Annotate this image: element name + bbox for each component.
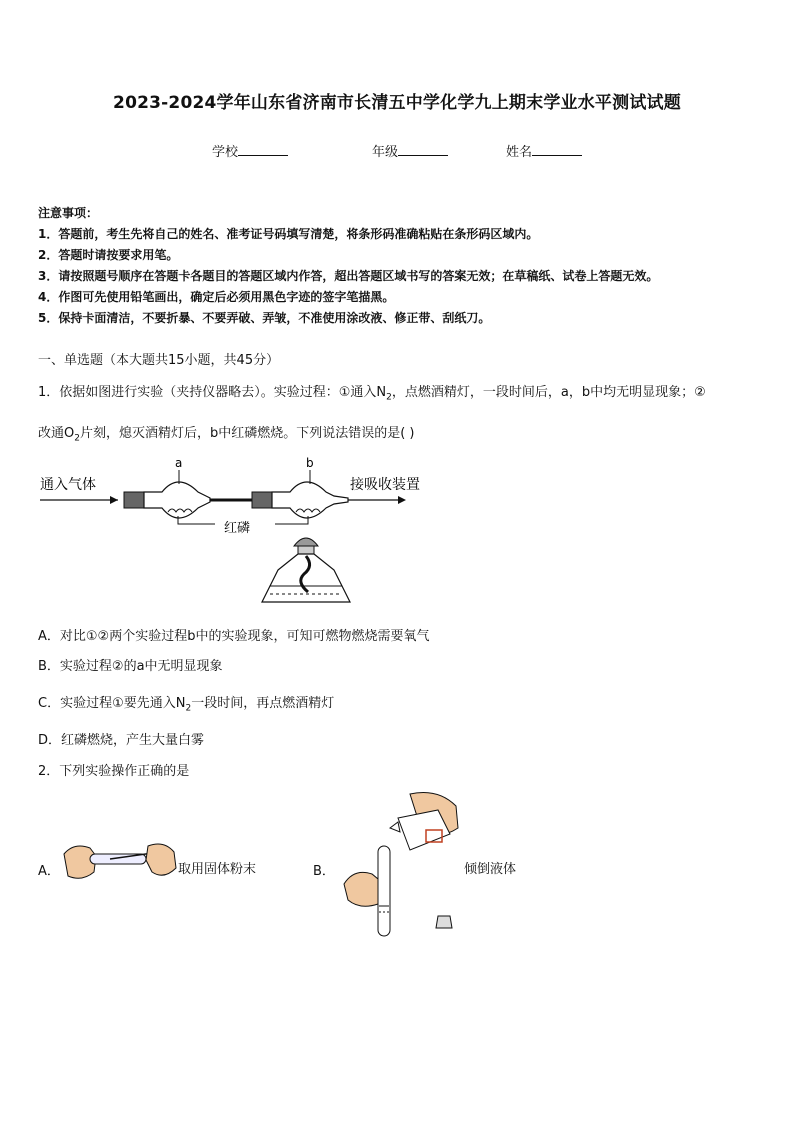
note-item: 5．保持卡面清洁，不要折暴、不要弄破、弄皱，不准使用涂改液、修正带、刮纸刀。 (38, 311, 491, 325)
q2-option-b-caption: 倾倒液体 (464, 862, 517, 877)
name-label: 姓名 (506, 145, 533, 160)
note-item: 1．答题前，考生先将自己的姓名、准考证号码填写清楚，将条形码准确粘贴在条形码区域内。 (38, 227, 539, 241)
right-hand (146, 844, 176, 875)
stopper-b (252, 492, 272, 508)
question-1-line-1: 1．依据如图进行实验（夹持仪器略去）。实验过程：①通入$N_2$，点燃酒精灯，一段时间后，a，b中均无明显现象；② (38, 385, 706, 403)
note-item: 4．作图可先使用铅笔画出，确定后必须用黑色字迹的签字笔描黑。 (38, 290, 395, 304)
note-item: 3．请按照题号顺序在答题卡各题目的答题区域内作答，超出答题区域书写的答案无效；在草稿纸、试卷上答题无效。 (38, 269, 659, 283)
red-phosphorus-a (168, 509, 192, 512)
question-1-line-2: 改通$O_2$片刻，熄灭酒精灯后，b中红磷燃烧。下列说法错误的是( ) (38, 426, 415, 444)
alcohol-lamp (262, 554, 350, 602)
combustion-apparatus-figure (30, 452, 450, 612)
gas-in-label: 通入气体 (40, 477, 96, 493)
red-phosphorus-b (296, 509, 320, 512)
pour-liquid-figure (338, 788, 468, 938)
lamp-cap (294, 538, 318, 546)
test-tube-b (378, 846, 390, 936)
take-powder-figure (60, 838, 180, 888)
grade-blank (398, 143, 448, 156)
question-2-stem: 2．下列实验操作正确的是 (38, 764, 190, 779)
name-field (506, 141, 582, 160)
bottle-stopper (436, 916, 452, 928)
school-blank (238, 143, 288, 156)
tube-a (144, 482, 210, 518)
notes-heading: 注意事项： (38, 206, 99, 220)
option-c: C．实验过程①要先通入$N_2$一段时间，再点燃酒精灯 (38, 696, 335, 714)
option-d: D．红磷燃烧，产生大量白雾 (38, 733, 205, 748)
label-a: a (175, 456, 183, 470)
grade-label: 年级 (372, 145, 399, 160)
name-blank (532, 143, 582, 156)
tube-b (272, 482, 348, 518)
label-b: b (306, 456, 314, 470)
option-b: B．实验过程②的a中无明显现象 (38, 659, 223, 674)
page-title: 2023-2024学年山东省济南市长清五中学化学九上期末学业水平测试试题 (113, 93, 681, 113)
to-absorber-label: 接吸收装置 (350, 477, 420, 493)
school-label: 学校 (212, 145, 239, 160)
note-item: 2．答题时请按要求用笔。 (38, 248, 179, 262)
section-heading: 一、单选题（本大题共15小题，共45分） (38, 353, 280, 368)
stopper-a (124, 492, 144, 508)
q2-option-a-letter: A． (38, 864, 60, 879)
q2-option-b-letter: B． (313, 864, 335, 879)
lamp-wick (301, 556, 310, 592)
option-a: A．对比①②两个实验过程b中的实验现象，可知可燃物燃烧需要氧气 (38, 629, 430, 644)
gas-in-arrowhead (110, 496, 118, 504)
red-phosphorus-label: 红磷 (224, 521, 251, 536)
q2-option-a-caption: 取用固体粉末 (178, 862, 257, 877)
school-field (212, 141, 288, 160)
grade-field (372, 141, 448, 160)
